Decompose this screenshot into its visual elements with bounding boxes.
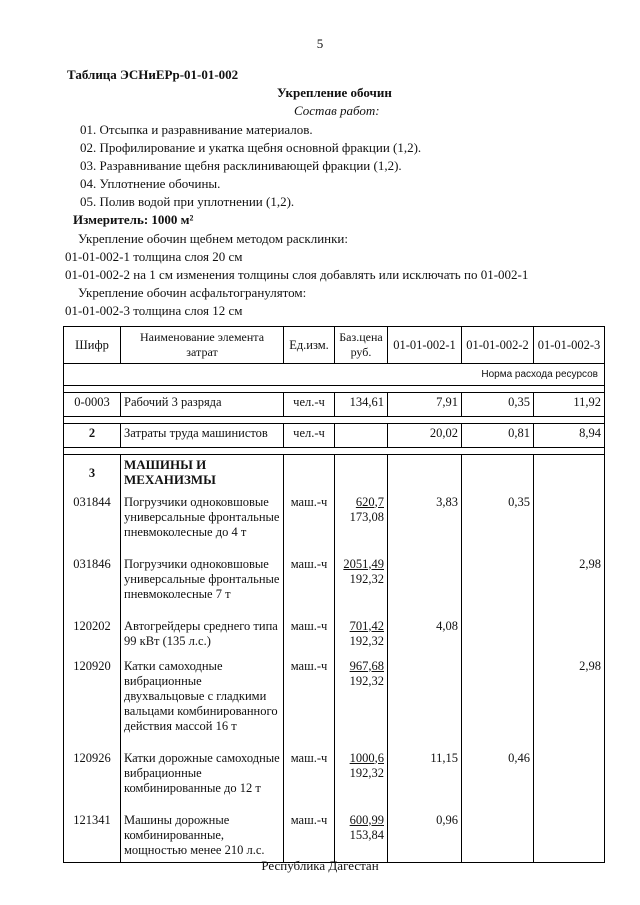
section-row xyxy=(64,455,605,493)
work-item: 04. Уплотнение обочины. xyxy=(80,176,221,191)
cell-name: Затраты труда машинистов xyxy=(121,424,284,448)
table-row xyxy=(64,657,605,749)
cell-col1: 3,83 xyxy=(388,493,462,555)
cell-price xyxy=(335,424,388,448)
table-row xyxy=(64,617,605,657)
cell-col1: 20,02 xyxy=(388,424,462,448)
cell-code: 031846 xyxy=(64,555,121,617)
cell-name: Рабочий 3 разряда xyxy=(121,393,284,417)
price-current: 600,99 xyxy=(349,812,384,827)
header-code: Шифр xyxy=(64,327,121,364)
cell-price xyxy=(335,493,388,555)
cell-name: Машины дорожные комбинированные, мощностью менее 210 л.с. xyxy=(121,811,284,863)
cell-price xyxy=(335,657,388,749)
table-row xyxy=(64,555,605,617)
section-title: Укрепление обочин xyxy=(277,85,392,100)
cell-col3 xyxy=(534,493,605,555)
work-item: 05. Полив водой при уплотнении (1,2). xyxy=(80,194,295,209)
work-item: 01. Отсыпка и разравнивание материалов. xyxy=(80,122,313,137)
cell-price xyxy=(335,811,388,863)
cell-name: Катки самоходные вибрационные двухвальцовые с гладкими вальцами комбинированного действия массой 16 т xyxy=(121,657,284,749)
footer-region: Республика Дагестан xyxy=(261,858,379,873)
cell-col1: 4,08 xyxy=(388,617,462,657)
cell-unit: маш.-ч xyxy=(284,657,335,749)
cell-col3 xyxy=(534,749,605,811)
cell-unit: чел.-ч xyxy=(284,424,335,448)
cell-unit: чел.-ч xyxy=(284,393,335,417)
cell-col3: 8,94 xyxy=(534,424,605,448)
cell-price: 134,61 xyxy=(335,393,388,417)
cell-col2: 0,46 xyxy=(462,749,534,811)
cell-code: 120926 xyxy=(64,749,121,811)
cell-code: 3 xyxy=(64,455,121,493)
work-item: 02. Профилирование и укатка щебня основной фракции (1,2). xyxy=(80,140,422,155)
price-current: 967,68 xyxy=(349,658,384,673)
cell-col3 xyxy=(534,617,605,657)
work-item: 03. Разравнивание щебня расклинивающей фракции (1,2). xyxy=(80,158,402,173)
description-line: 01-01-002-3 толщина слоя 12 см xyxy=(65,303,243,318)
header-col3: 01-01-002-3 xyxy=(534,327,605,364)
price-wage: 192,32 xyxy=(349,571,384,586)
cell-col2 xyxy=(462,811,534,863)
price-wage: 153,84 xyxy=(349,827,384,842)
works-caption: Состав работ: xyxy=(294,103,380,118)
cell-code: 0-0003 xyxy=(64,393,121,417)
description-line: 01-01-002-2 на 1 см изменения толщины слоя добавлять или исключать по 01-002-1 xyxy=(65,267,529,282)
cell-unit: маш.-ч xyxy=(284,555,335,617)
cell-code: 120202 xyxy=(64,617,121,657)
cell-price xyxy=(335,555,388,617)
cell-col2: 0,35 xyxy=(462,493,534,555)
cell-col2 xyxy=(462,617,534,657)
cell-name: Погрузчики одноковшовые универсальные фронтальные пневмоколесные до 4 т xyxy=(121,493,284,555)
cell-name: Автогрейдеры среднего типа 99 кВт (135 л.с.) xyxy=(121,617,284,657)
meter-label: Измеритель: 1000 м² xyxy=(73,212,194,227)
price-wage: 192,32 xyxy=(349,633,384,648)
table-row xyxy=(64,749,605,811)
cell-col2: 0,35 xyxy=(462,393,534,417)
cell-name: МАШИНЫ И МЕХАНИЗМЫ xyxy=(121,455,284,493)
cell-price xyxy=(335,617,388,657)
page-number: 5 xyxy=(316,36,324,51)
price-current: 620,7 xyxy=(355,494,384,509)
price-current: 2051,49 xyxy=(343,556,384,571)
header-col1: 01-01-002-1 xyxy=(388,327,462,364)
cell-col1: 11,15 xyxy=(388,749,462,811)
cell-name: Погрузчики одноковшовые универсальные фронтальные пневмоколесные 7 т xyxy=(121,555,284,617)
table-row xyxy=(64,811,605,863)
cell-unit: маш.-ч xyxy=(284,749,335,811)
cell-col2 xyxy=(462,555,534,617)
description-line: 01-01-002-1 толщина слоя 20 см xyxy=(65,249,243,264)
price-wage: 192,32 xyxy=(349,765,384,780)
cell-col3 xyxy=(534,811,605,863)
cell-col1 xyxy=(388,657,462,749)
cell-col3: 2,98 xyxy=(534,555,605,617)
cell-price xyxy=(335,749,388,811)
cell-col3: 11,92 xyxy=(534,393,605,417)
price-wage: 192,32 xyxy=(349,673,384,688)
price-current: 701,42 xyxy=(349,618,384,633)
table-identifier: Таблица ЭСНиЕРр-01-01-002 xyxy=(67,67,239,82)
description-line: Укрепление обочин асфальтогранулятом: xyxy=(78,285,307,300)
cell-unit: маш.-ч xyxy=(284,617,335,657)
cell-col2 xyxy=(462,657,534,749)
cell-col2: 0,81 xyxy=(462,424,534,448)
cell-col1 xyxy=(388,555,462,617)
cell-unit: маш.-ч xyxy=(284,493,335,555)
header-unit: Ед.изм. xyxy=(284,327,335,364)
cell-code: 2 xyxy=(64,424,121,448)
norms-table xyxy=(63,326,605,863)
description-line: Укрепление обочин щебнем методом расклинки: xyxy=(78,231,348,246)
header-col2: 01-01-002-2 xyxy=(462,327,534,364)
cell-col3: 2,98 xyxy=(534,657,605,749)
price-wage: 173,08 xyxy=(349,509,384,524)
cell-col1: 7,91 xyxy=(388,393,462,417)
table-row xyxy=(64,493,605,555)
cell-code: 031844 xyxy=(64,493,121,555)
header-price: Баз.цена руб. xyxy=(335,327,388,364)
cell-code: 121341 xyxy=(64,811,121,863)
header-name: Наименование элемента затрат xyxy=(121,327,284,364)
table-row xyxy=(64,424,605,448)
price-current: 1000,6 xyxy=(349,750,384,765)
cell-name: Катки дорожные самоходные вибрационные комбинированные до 12 т xyxy=(121,749,284,811)
cell-unit: маш.-ч xyxy=(284,811,335,863)
cell-code: 120920 xyxy=(64,657,121,749)
norm-label-row xyxy=(64,364,605,386)
table-row xyxy=(64,393,605,417)
table-header-row xyxy=(64,327,605,364)
norm-label: Норма расхода ресурсов xyxy=(64,364,605,386)
cell-col1: 0,96 xyxy=(388,811,462,863)
